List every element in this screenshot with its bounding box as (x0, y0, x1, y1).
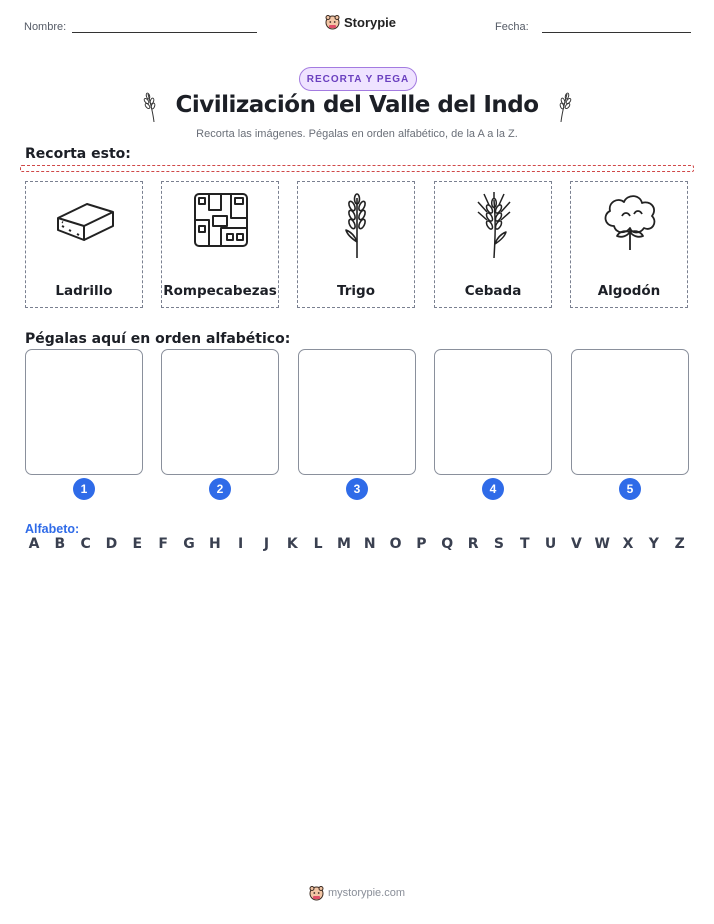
footer (0, 885, 714, 901)
brand-logo (325, 14, 396, 30)
activity-badge: RECORTA Y PEGA (299, 67, 417, 91)
cut-card-cebada[interactable] (434, 181, 552, 308)
brand-name: Storypie (344, 14, 397, 30)
alphabet-letter: O (389, 536, 402, 552)
alphabet-letter: B (54, 536, 66, 552)
paste-section-label: Pégalas aquí en orden alfabético: (25, 331, 291, 347)
alphabet-letter: Q (441, 536, 454, 552)
alphabet-letter: L (313, 536, 323, 552)
barley-icon (464, 190, 524, 260)
alphabet-letter: G (183, 536, 195, 552)
paste-box-2[interactable] (161, 349, 279, 475)
alphabet-letter: N (363, 536, 376, 552)
paste-box-1[interactable] (25, 349, 143, 475)
alphabet-letter: J (263, 536, 270, 552)
cut-card-rompecabezas[interactable] (161, 181, 279, 308)
alphabet-letter: K (286, 536, 298, 552)
alphabet-letter: F (158, 536, 168, 552)
name-label: Nombre: (24, 21, 67, 33)
brick-icon (55, 190, 115, 250)
mascot-icon (309, 885, 324, 901)
alphabet-letter: D (105, 536, 118, 552)
card-label: Algodón (597, 283, 661, 299)
alphabet-letter: W (594, 536, 610, 552)
date-line[interactable] (542, 32, 691, 33)
cut-section-label: Recorta esto: (25, 146, 131, 162)
alphabet-letter: M (336, 536, 351, 552)
cut-card-trigo[interactable] (297, 181, 415, 308)
alphabet-letter: I (238, 536, 244, 552)
card-label: Trigo (337, 283, 375, 299)
alphabet-letter: P (416, 536, 427, 552)
alphabet-letter: U (544, 536, 557, 552)
number-badge-1: 1 (73, 478, 95, 500)
alphabet-letter: Z (674, 536, 685, 552)
number-badge-5: 5 (619, 478, 641, 500)
mascot-icon (325, 14, 340, 30)
alphabet-letter: R (467, 536, 479, 552)
alphabet-label: Alfabeto: (25, 522, 80, 536)
cut-card-ladrillo[interactable] (25, 181, 143, 308)
alphabet-letter: A (28, 536, 40, 552)
alphabet-letter: V (570, 536, 582, 552)
alphabet-row (25, 536, 689, 552)
footer-url[interactable]: mystorypie.com (327, 887, 406, 899)
card-label: Rompecabezas (163, 283, 277, 299)
paste-box-4[interactable] (434, 349, 552, 475)
alphabet-letter: T (519, 536, 530, 552)
card-label: Ladrillo (55, 283, 113, 299)
cut-card-algodon[interactable] (570, 181, 688, 308)
city-map-icon (191, 190, 251, 250)
cut-line (20, 165, 694, 172)
card-label: Cebada (464, 283, 522, 299)
number-badge-2: 2 (209, 478, 231, 500)
paste-box-5[interactable] (571, 349, 689, 475)
alphabet-letter: H (208, 536, 221, 552)
alphabet-letter: S (493, 536, 504, 552)
alphabet-letter: Y (648, 536, 659, 552)
wheat-ornament-right-icon (553, 91, 573, 123)
paste-box-3[interactable] (298, 349, 416, 475)
alphabet-letter: C (80, 536, 91, 552)
name-line[interactable] (72, 32, 257, 33)
date-label: Fecha: (495, 21, 529, 33)
alphabet-letter: X (622, 536, 634, 552)
number-badge-3: 3 (346, 478, 368, 500)
instructions: Recorta las imágenes. Pégalas en orden alfabético, de la A a la Z. (196, 128, 518, 140)
cotton-icon (600, 190, 660, 254)
number-badge-4: 4 (482, 478, 504, 500)
wheat-icon (327, 190, 387, 260)
alphabet-letter: E (132, 536, 143, 552)
page-title: Civilización del Valle del Indo (175, 92, 539, 118)
